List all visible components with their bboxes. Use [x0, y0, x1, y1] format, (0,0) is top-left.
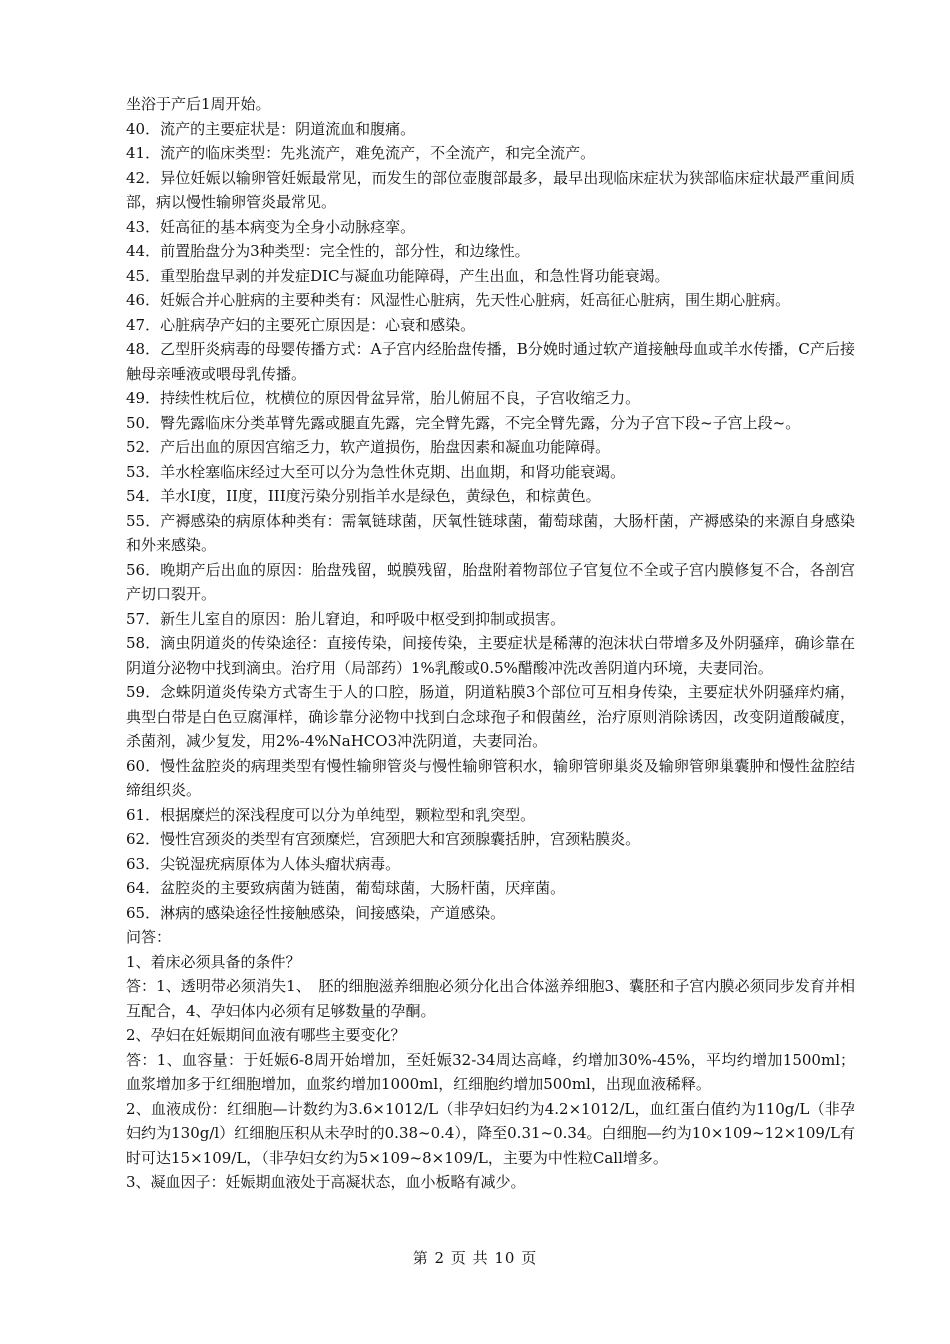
paragraph: 55．产褥感染的病原体种类有：需氧链球菌，厌氧性链球菌，葡萄球菌，大肠杆菌，产褥感染的来源自身感染和外来感染。 — [126, 511, 855, 554]
paragraph: 问答： — [126, 928, 172, 946]
paragraph: 42．异位妊娠以输卵管妊娠最常见，而发生的部位壶腹部最多，最早出现临床症状为狭部临床症状最严重间质部，病以慢性输卵管炎最常见。 — [126, 168, 855, 211]
paragraph: 63．尖锐湿疣病原体为人体头瘤状病毒。 — [126, 854, 401, 873]
page-footer: 第 2 页 共 10 页 — [412, 1249, 538, 1267]
paragraph: 58．滴虫阴道炎的传染途径：直接传染，间接传染，主要症状是稀薄的泡沫状白带增多及外阴骚痒，确诊靠在阴道分泌物中找到滴虫。治疗用（局部药）1%乳酸或0.5%醋酸冲洗改善阴道内环境，夫妻同治。 — [126, 634, 855, 677]
paragraph: 59．念蛛阴道炎传染方式寄生于人的口腔，肠道，阴道粘膜3个部位可互相身传染，主要症状外阴骚痒灼痛，典型白带是白色豆腐渾样，确诊靠分泌物中找到白念球孢子和假菌丝，治疗原则消除诱因，改变阴道酸碱度，杀菌剂，减少复发，用2%-4%NaHCO3冲洗阴道，夫妻同治。 — [126, 683, 855, 750]
paragraph: 54．羊水I度，II度，III度污染分别指羊水是绿色，黄绿色，和棕黄色。 — [126, 487, 601, 505]
paragraph: 62．慢性宫颈炎的类型有宫颈糜烂，宫颈肥大和宫颈腺囊括肿，宫颈粘膜炎。 — [126, 830, 641, 848]
paragraph: 48．乙型肝炎病毒的母婴传播方式：A子宫内经胎盘传播，B分娩时通过软产道接触母血或羊水传播，C产后接触母亲唾液或喂母乳传播。 — [126, 340, 855, 383]
paragraph: 41．流产的临床类型：先兆流产，难免流产，不全流产，和完全流产。 — [126, 144, 596, 162]
paragraph: 2、血液成份：红细胞—计数约为3.6×1012/L（非孕妇妇约为4.2×1012/L，血红蛋白值约为110g/L（非孕妇约为130g/l）红细胞压积从未孕时的0.38~0.4），降至0.31~0.34。白细胞—约为10×109~12×109/L有时可达15×109/L，（非孕妇女约为5×109~8×109/L，主要为中性粒Call增多。 — [126, 1099, 855, 1167]
paragraph: 64．盆腔炎的主要致病菌为链菌，葡萄球菌，大肠杆菌，厌痒菌。 — [126, 879, 566, 897]
paragraph: 56．晚期产后出血的原因：胎盘残留，蜕膜残留，胎盘附着物部位子官复位不全或子宫内膜修复不合，各剖宫产切口裂开。 — [126, 560, 855, 603]
paragraph: 52．产后出血的原因宫缩乏力，软产道损伤，胎盘因素和凝血功能障碍。 — [126, 438, 611, 456]
paragraph: 3、凝血因子：妊娠期血液处于高凝状态，血小板略有减少。 — [126, 1173, 526, 1191]
paragraph: 47．心脏病孕产妇的主要死亡原因是：心衰和感染。 — [126, 315, 476, 334]
paragraph: 50．臀先露临床分类革臂先露或腿直先露，完全臂先露，不完全臂先露，分为子宫下段~子宫上段~。 — [126, 413, 801, 432]
paragraph: 答：1、透明带必须消失1、 胚的细胞滋养细胞必须分化出合体滋养细胞3、囊胚和子宫内膜必须同步发育并相互配合，4、孕妇体内必须有足够数量的孕酮。 — [126, 977, 855, 1020]
paragraph: 45．重型胎盘早剥的并发症DIC与凝血功能障碍，产生出血，和急性肾功能衰竭。 — [126, 266, 670, 285]
paragraph: 57．新生儿室自的原因：胎儿窘迫，和呼吸中枢受到抑制或损害。 — [126, 609, 566, 628]
paragraph: 答：1、血容量：于妊娠6-8周开始增加，至妊娠32-34周达高峰，约增加30%-45%，平均约增加1500ml；血浆增加多于红细胞增加，血浆约增加1000ml，红细胞约增加500ml，出现血液稀释。 — [126, 1050, 855, 1093]
paragraph: 40．流产的主要症状是：阴道流血和腹痛。 — [126, 119, 416, 138]
paragraph: 1、着床必须具备的条件？ — [126, 952, 301, 971]
paragraph: 坐浴于产后1周开始。 — [126, 95, 271, 113]
paragraph: 44．前置胎盘分为3种类型：完全性的，部分性，和边缘性。 — [126, 242, 530, 260]
paragraph: 53．羊水栓塞临床经过大至可以分为急性休克期、出血期，和肾功能衰竭。 — [126, 462, 626, 481]
paragraph: 65．淋病的感染途径性接触感染，间接感染，产道感染。 — [126, 903, 506, 922]
paragraph: 46．妊娠合并心脏病的主要种类有：风湿性心脏病，先天性心脏病，妊高征心脏病，围生期心脏病。 — [126, 291, 791, 309]
document-body — [126, 92, 855, 1195]
paragraph: 2、孕妇在妊娠期间血液有哪些主要变化？ — [126, 1026, 406, 1044]
paragraph: 60．慢性盆腔炎的病理类型有慢性输卵管炎与慢性输卵管积水，输卵管卵巢炎及输卵管卵巢囊肿和慢性盆腔结缔组织炎。 — [126, 756, 855, 799]
paragraph: 43．妊高征的基本病变为全身小动脉痉挛。 — [126, 217, 416, 236]
paragraph: 49．持续性枕后位，枕横位的原因骨盆异常，胎儿俯屈不良，子宫收缩乏力。 — [126, 389, 641, 407]
paragraph: 61．根据糜烂的深浅程度可以分为单纯型，颗粒型和乳突型。 — [126, 805, 536, 824]
